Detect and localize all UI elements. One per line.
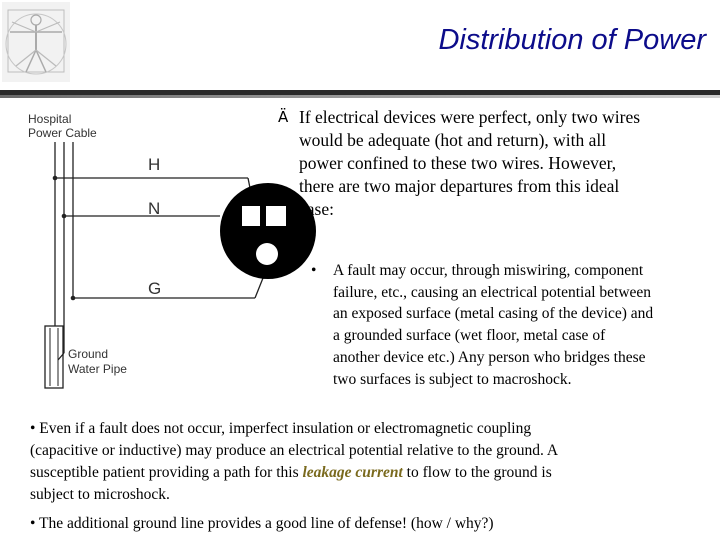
bullet2-line: (capacitive or inductive) may produce an electrical potential relative to the ground. A: [30, 442, 559, 459]
sub-bullet-line: A fault may occur, through miswiring, component: [333, 262, 644, 279]
ground-label-line1: Ground: [68, 347, 109, 361]
vitruvian-man-logo: [2, 2, 70, 82]
bullet2-line: • Even if a fault does not occur, imperfect insulation or electromagnetic coupling: [30, 420, 532, 437]
bullet1-line: If electrical devices were perfect, only two wires: [299, 107, 641, 127]
bullet-leakage-current: [30, 418, 558, 506]
leakage-current-highlight: leakage current: [302, 464, 403, 481]
power-distribution-diagram: [20, 98, 320, 398]
sub-bullet-line: failure, etc., causing an electrical potential between: [333, 283, 652, 301]
sub-bullet-line: another device etc.) Any person who bridges these: [333, 348, 646, 366]
wire-label-hot: H: [148, 155, 161, 174]
bullet1-line: case:: [299, 199, 334, 219]
sub-bullet-line: two surfaces is subject to macroshock.: [333, 370, 572, 388]
arrow-bullet-icon: Ä: [278, 108, 289, 126]
bullet1-line: power confined to these two wires. However,: [299, 153, 617, 173]
cable-label-line1: Hospital: [28, 112, 72, 126]
bullet2-line: subject to microshock.: [30, 486, 170, 503]
bullet2-line3-before: susceptible patient providing a path for this: [30, 464, 303, 481]
sub-bullet-line: an exposed surface (metal casing of the device) and: [333, 305, 654, 323]
bullet1-line: would be adequate (hot and return), with all: [299, 130, 607, 150]
bullet-ground-line: • The additional ground line provides a good line of defense! (how / why?): [30, 515, 494, 532]
bullet2-line3-after: to flow to the ground is: [402, 464, 552, 481]
bullet2-line3: [30, 462, 558, 484]
slide-title: Distribution of Power: [438, 24, 706, 56]
sub-bullet-line: a grounded surface (wet floor, metal case of: [333, 327, 606, 345]
wire-label-neutral: N: [148, 199, 161, 218]
wire-label-ground: G: [148, 279, 162, 298]
cable-label-line2: Power Cable: [28, 126, 97, 140]
bullet1-line: there are two major departures from this ideal: [299, 176, 620, 196]
ground-label-line2: Water Pipe: [68, 362, 127, 376]
sub-bullet-dot: •: [311, 262, 317, 279]
